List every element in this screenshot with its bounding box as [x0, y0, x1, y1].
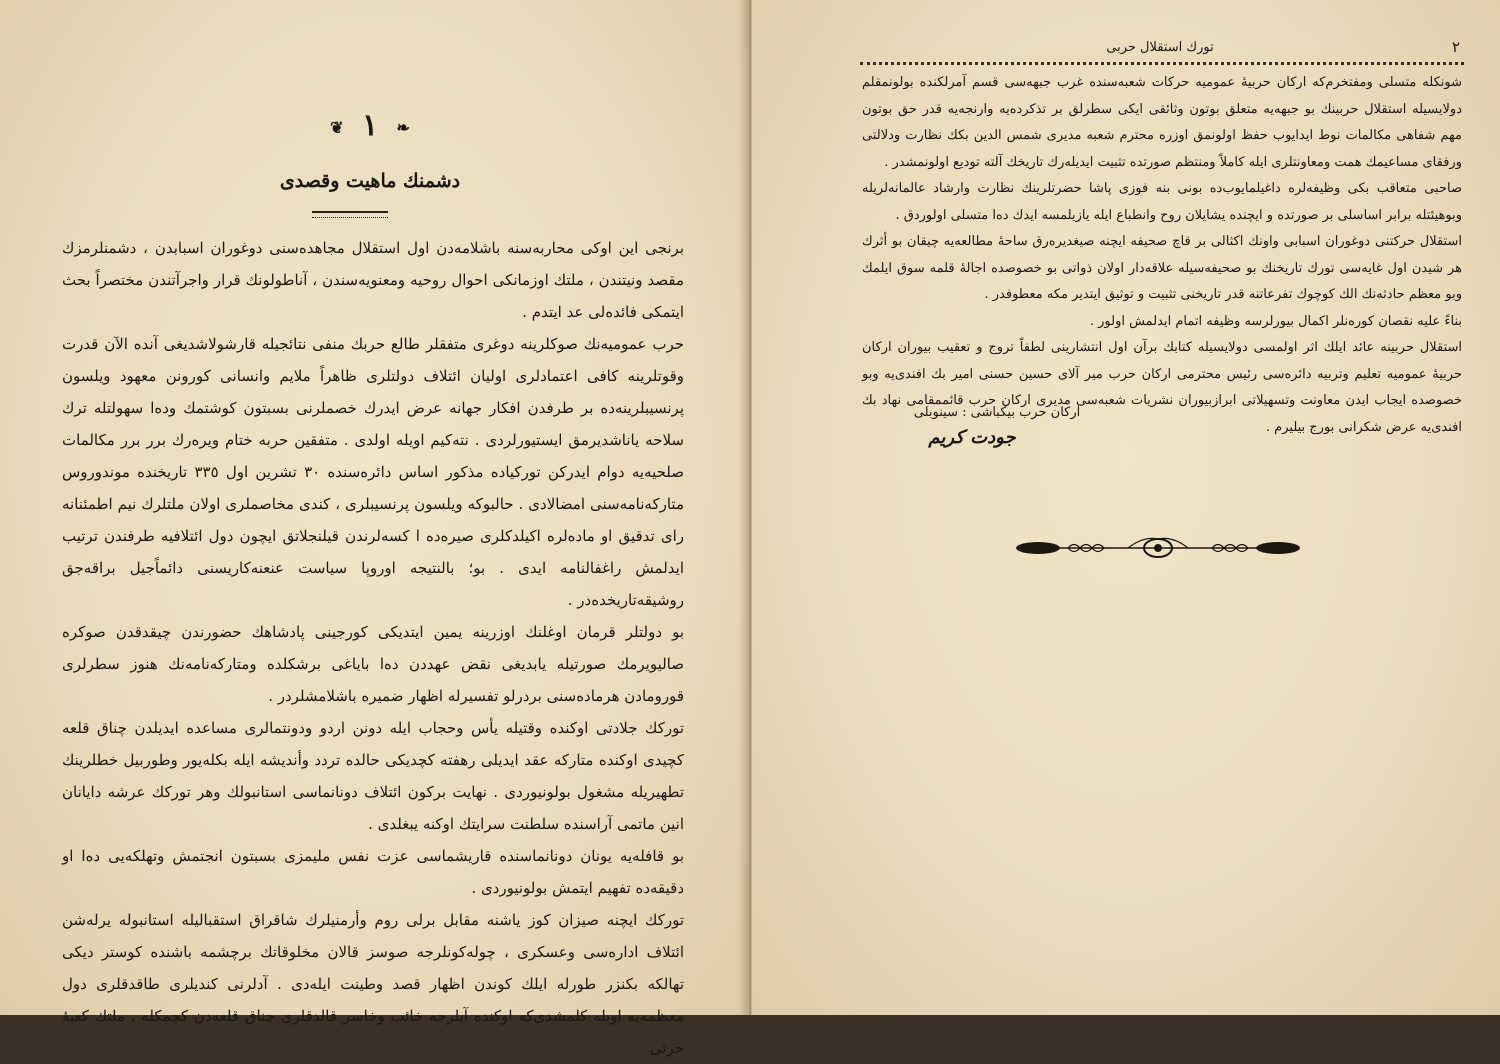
chapter-number-text: ١ — [361, 108, 379, 143]
paragraph: توركك جلادتى اوكنده وقتيله يأس وحجاب ايله دونن اردو ودونتمالرى مساعده ايديلدن چناق قلعه كچيدى اوكنده متاركه عقد ايديلى رهفته كچديكى حالده تردد وأنديشه ايله بكله‌يور وطوربيل خطلرينك تطهيريله مشغول بولونيوردى . نهايت بركون ائتلاف دونانماسى استانبولك وهر توركك عرشه دايانان انين ماتمى آراسنده سلطنت سرايتك اوكنه يبغلدى . — [62, 719, 684, 833]
running-title: تورك استقلال حربى — [1106, 40, 1214, 55]
paragraph: بناءً عليه نقصان كوره‌نلر اكمال بيورلرسه وظيفه اتمام ايدلمش اولور . — [1089, 313, 1462, 329]
paragraph: توركك ايچنه صيزان كوز ياشنه مقابل برلى روم وأرمنيلرك شاقراق استقباليله استانبوله يرله‌شن ائتلاف اداره‌سى وعسكرى ، چوله‌كونلرجه صوسز قالان مخلوقاتك برچشمه باشنده كوستر ديكى تهالكه بكنزر طورله ايلك كوندن اظهار قصد وطينت ايله‌دى . آدلرنى كنديلرى طاقدقلرى دول معظمه‌يه اوبله كلمشدى‌كه اوكنده آيلرجه خائب وخاسر قالدقلرى چناق قلعه‌دن كچمكله ، ملتك كعبهٔ حرثى — [62, 911, 684, 1057]
paragraph: صاحبى متعاقب بكى وظيفه‌لره داغيلمايوب‌ده بونى بنه فوزى پاشا حضرتلرينك نظارت وارشاد عالمانه‌لريله وبوهيئتله برابر اساسلى بر صورتده و ايچنده يشايلان روح وانطباع ايله يازيلمسه ايدك ده‌ا متسلى اولوردق . — [862, 181, 1462, 223]
paragraph: حرب عموميه‌نك صوكلرينه دوغرى متفقلر طالع حربك منفى نتائجيله قارشولاشديغى آنده الآن قدرت وقوتلرينه كافى اعتمادلرى اوليان ائتلاف دولتلرى ظاهراً ملايم وانسانى كورونن معهود ويلسون پرنسيبلرينه‌ده بر طرفدن افكار جهانه عرض ايدرك خصملرنى بسبتون كوشتمك وده‌ا سهولتله ترك سلاحه ياناشديرمق ايستيورلردى . نته‌كيم اويله اولدى . متفقين حربه ختام ويره‌رك برر برر مكالمات صلحيه‌يه دوام ايدركن توركياده مذكور اساس دائره‌سنده ٣٠ تشرين اول ٣٣٥ تاريخنده موندوروس متاركه‌نامه‌سنى امضالادى . حالبوكه ويلسون پرنسيبلرى ، كندى مخاصملرى اولان ملتلرك نيم اطمئنانه راى تدقيق او ماده‌لره اكيلدكلرى صيره‌ده ا كسه‌لرندن قيلنجلاتق ايچون دول ائتلافيه طرفندن ترتيب ايدلمش راغفالنامه ايدى . بو؛ بالنتيجه اوروپا سياست عنعنه‌كاريسنى دائماً‌جيل براقه‌جق روشيقه‌تاريخده‌در . — [62, 335, 685, 609]
right-body-text — [862, 70, 1462, 441]
left-body-text — [62, 232, 684, 1064]
signature-block — [862, 405, 1462, 455]
paragraph: استقلال حربينه عائد ايلك اثر اولمسى دولايسيله كتابك برآن اول انتشارينى لطفاً تروج و تعقيب بيوران اركان حربيهٔ عموميه تعليم وتربيه دائره‌سى رئيس محترمى اركان حرب مير آلاى حسين حسنى امير بك افندى‌يه وبو خصوصده ايجاب ايدن معاونت وتسهيلاتى ابرازبيوران نشريات شعبه‌سى مديرى اركان حرب قائممقامى نهاد بك افندى‌يه عرض شكرانى بورج بيليرم . — [862, 340, 1462, 435]
title-underline-ornament — [312, 211, 388, 218]
signature-rank: اركان حرب بيكباشى : سينوبلى — [913, 405, 1081, 420]
fleuron-left-icon: ❦ — [330, 117, 344, 137]
signature-name: جودت كريم — [928, 427, 1016, 448]
paragraph: استقلال حركتنى دوغوران اسبابى واونك اكثالى بر قاچ صحيفه ايچنه صيغديره‌رق ساحهٔ مطالعه‌يه چيقان بو أثرك هر شيدن اول غايه‌سى تورك تاريخنك بو صحيفه‌سيله علاقه‌دار اولان ذواتى بو خصوصده اجالهٔ قلمه سوق ايلمك وبو معظم حادثه‌نك الك كوچوك تفرعاتنه قدر تاريخنى تثبيت و توثيق ايتدير مكه معطوفدر . — [862, 234, 1462, 302]
ornamental-divider-icon — [1008, 528, 1308, 568]
page-number: ٢ — [1451, 38, 1460, 56]
running-header — [860, 40, 1464, 65]
paragraph: بو دولتلر قرمان اوغلنك اوزرينه يمين ايتديكى كورجينى پادشاهك حضورندن چيقدقدن صوكره صاليويرمك صورتيله يابديغى نقض عهددن ده‌ا باياغى برشكلده ومتاركه‌نامه‌نك هنوز سطرلرى قورومادن هرماده‌سنى بردرلو تفسيرله اظهار ضميره باشلامشلردر . — [62, 623, 684, 705]
chapter-number — [270, 108, 470, 148]
paragraph: بو قافله‌يه يونان دونانماسنده قاريشماسى عزت نفس مليمزى بسبتون انجتمش وتهلكه‌يى ده‌ا او دقيقه‌ده تفهيم ايتمش بولونيوردى . — [62, 847, 684, 897]
chapter-title: دشمنك ماهيت وقصدى — [279, 170, 461, 192]
fleuron-right-icon: ❧ — [396, 117, 410, 137]
paragraph: شونكله متسلى ومفتخرم‌كه اركان حربيهٔ عموميه حركات شعبه‌سنده غرب جبهه‌سى قسم آمرلكنده بولونمقلم دولايسيله استقلال حربينك بو جبهه‌يه متعلق بوتون وثائقى ايكى سطرلق بر تذكرده‌يه وارنجه‌يه قدر حق بوتون مهم شفاهى مكالمات نوط ايدايوب حفظ اولونمق اوزره محترم شعبه مديرى شمس الدين بكك نظارت ودلالتى ورفقاى مساعيمك همت ومعاونتلرى ايله كاملاً ومنتظم صورتده تثبيت ايديله‌رك تاريخك آلته توديع اولونمشدر . — [862, 75, 1462, 170]
paragraph: برنجى اين اوكى محاربه‌سنه باشلامه‌دن اول استقلال مجاهده‌سنى دوغوران اسبابدن ، دشمنلرمزك مقصد ونيتندن ، ملتك اوزمانكى احوال روحيه ومعنويه‌سندن ، آناطولونك قرار واجرآتندن مختصراً بحث ايتمكى فائده‌لى عد ايتدم . — [62, 239, 684, 321]
left-page — [0, 0, 748, 1057]
